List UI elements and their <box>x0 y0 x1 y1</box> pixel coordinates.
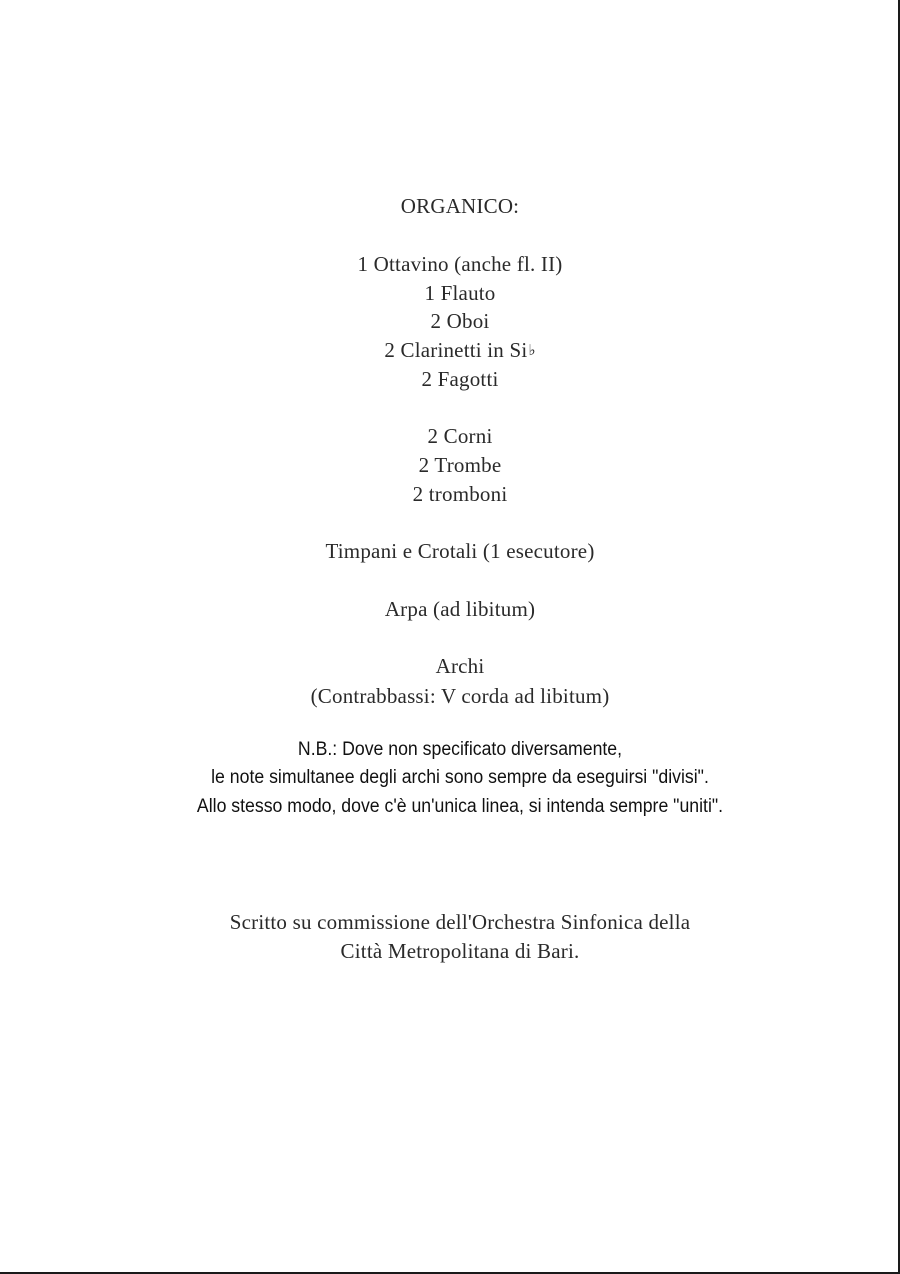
commission-line: Scritto su commissione dell'Orchestra Sinfonica della <box>229 910 691 934</box>
instrument-line: 2 Trombe <box>418 453 502 477</box>
percussion-line: Timpani e Crotali (1 esecutore) <box>325 539 595 563</box>
harp-line: Arpa (ad libitum) <box>384 597 536 621</box>
instrument-line: 2 Fagotti <box>421 367 499 391</box>
flat-sign: ♭ <box>528 343 536 359</box>
nota-bene-line: N.B.: Dove non specificato diversamente, <box>297 739 623 760</box>
strings-note: (Contrabbassi: V corda ad libitum) <box>310 684 610 708</box>
instrument-line: 2 tromboni <box>412 482 508 506</box>
instrument-line-clarinets <box>0 338 900 363</box>
page-title: ORGANICO: <box>400 194 520 218</box>
instrument-line: 2 Oboi <box>430 309 490 333</box>
nota-bene-line: Allo stesso modo, dove c'è un'unica linea, si intenda sempre "uniti". <box>196 796 724 817</box>
instrument-line: 1 Ottavino (anche fl. II) <box>357 252 563 276</box>
nota-bene-line: le note simultanee degli archi sono sempre da eseguirsi "divisi". <box>211 767 709 788</box>
instrument-line: 1 Flauto <box>424 281 496 305</box>
strings-label: Archi <box>435 654 485 678</box>
instrument-line: 2 Corni <box>427 424 493 448</box>
commission-line: Città Metropolitana di Bari. <box>340 939 580 963</box>
instrument-line-text: 2 Clarinetti in Si <box>384 338 528 362</box>
